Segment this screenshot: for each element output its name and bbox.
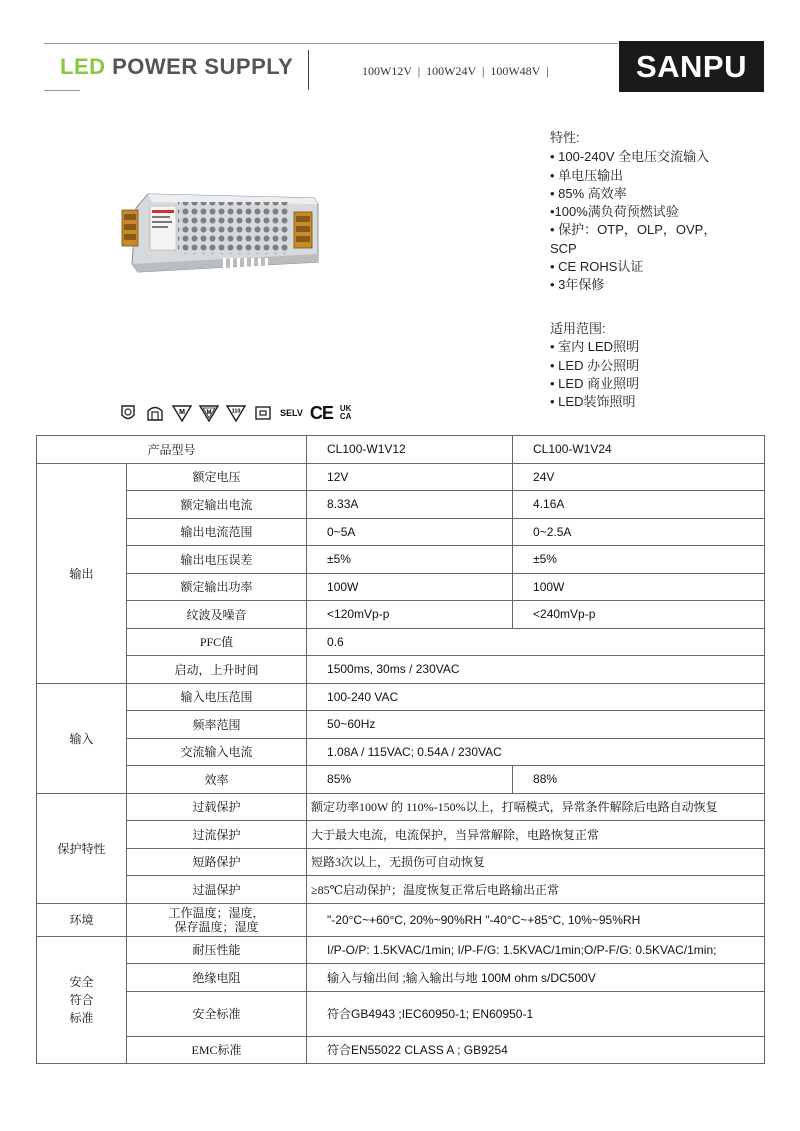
row-label: 过载保护 [127,793,307,821]
mm-mark-icon [199,403,219,423]
table-row [37,821,765,849]
cell-value: 输入与输出间 ;输入输出与地 100M ohm s/DC500V [307,964,765,992]
table-row [37,848,765,876]
temp-110-icon [226,403,246,423]
row-label: 启动，上升时间 [127,656,307,684]
ce-mark: CE [309,402,333,423]
model-b: CL100-W1V24 [513,436,765,464]
row-label: 过流保护 [127,821,307,849]
table-row [37,546,765,574]
cell-value: <120mVp-p [307,601,513,629]
ukca-mark: UK CA [339,404,352,421]
features-list [550,129,750,295]
svg-text:110: 110 [231,408,241,415]
cell-value: <240mVp-p [513,601,765,629]
row-label: 输入电压范围 [127,683,307,711]
cell-value: 0~2.5A [513,518,765,546]
cell-value: 0.6 [307,628,765,656]
indoor-use-icon [145,403,165,423]
cell-value: 1500ms, 30ms / 230VAC [307,656,765,684]
sanpu-logo: SANPU [619,41,764,92]
header-rule-bottom [44,90,80,91]
title-led: LED [60,54,106,79]
cell-value: 100-240 VAC [307,683,765,711]
row-label: 频率范围 [127,711,307,739]
cell-value: 85% [307,766,513,794]
row-label: 短路保护 [127,848,307,876]
category-protection: 保护特性 [37,793,127,903]
row-label: 过温保护 [127,876,307,904]
category-input: 输入 [37,683,127,793]
row-label: PFC值 [127,628,307,656]
table-row [37,518,765,546]
table-row [37,656,765,684]
cell-value: 额定功率100W 的 110%-150%以上，打嗝模式，异常条件解除后电路自动恢复 [307,793,765,821]
cell-value: 8.33A [307,491,513,519]
cell-value: ±5% [307,546,513,574]
product-image [118,180,332,286]
cell-value: 短路3次以上，无损伤可自动恢复 [307,848,765,876]
feature-item: • 单电压输出 [550,167,624,183]
cell-value: 24V [513,463,765,491]
feature-item: •100%满负荷预燃试验 [550,204,679,220]
class-ii-icon [118,403,138,423]
cell-value: 88% [513,766,765,794]
row-label: 绝缘电阻 [127,964,307,992]
header-divider [308,50,309,90]
feature-item: • 85% 高效率 [550,185,627,201]
table-row [37,738,765,766]
table-row [37,876,765,904]
cell-value: 50~60Hz [307,711,765,739]
table-row [37,601,765,629]
m-mark-icon [172,403,192,423]
certification-icons [118,402,351,424]
row-label: 交流输入电流 [127,738,307,766]
row-label: 安全标准 [127,991,307,1036]
feature-item: • 保护：OTP，OLP，OVP， [550,222,717,238]
table-row [37,436,765,464]
cell-value: 1.08A / 115VAC; 0.54A / 230VAC [307,738,765,766]
cell-value: ±5% [513,546,765,574]
table-row [37,793,765,821]
feature-item: • 100-240V 全电压交流输入 [550,149,710,165]
cell-value: I/P-O/P: 1.5KVAC/1min; I/P-F/G: 1.5KVAC/1min;O/P-F/G: 0.5KVAC/1min; [307,936,765,964]
page-title [60,54,293,80]
application-scope [550,320,750,411]
row-label: 额定电压 [127,463,307,491]
row-label: 纹波及噪音 [127,601,307,629]
cell-value: 符合GB4943 ;IEC60950-1; EN60950-1 [307,991,765,1036]
svg-text:M: M [179,409,185,416]
cell-value: 0~5A [307,518,513,546]
row-label: 效率 [127,766,307,794]
row-label: EMC标准 [127,1036,307,1064]
row-label: 耐压性能 [127,936,307,964]
cell-value: 大于最大电流，电流保护，当异常解除，电路恢复正常 [307,821,765,849]
cell-value: 4.16A [513,491,765,519]
title-power-supply: POWER SUPPLY [112,54,294,79]
table-row [37,628,765,656]
cell-value: 100W [307,573,513,601]
selv-mark: SELV [280,408,303,418]
feature-item: • 3年保修 [550,277,605,293]
category-safety: 安全 符合 标准 [37,936,127,1064]
cell-value: 符合EN55022 CLASS A ; GB9254 [307,1036,765,1064]
category-output: 输出 [37,463,127,683]
scope-item: • LED 办公照明 [550,357,640,373]
cell-value: 12V [307,463,513,491]
model-header: 产品型号 [37,436,307,464]
model-list: 100W12V | 100W24V | 100W48V | [362,64,549,78]
cell-value: "-20°C~+60°C, 20%~90%RH "-40°C~+85°C, 10%~95%RH [307,903,765,936]
table-row [37,711,765,739]
scope-item: • LED装饰照明 [550,394,636,410]
row-label: 额定输出电流 [127,491,307,519]
row-label: 输出电压误差 [127,546,307,574]
spec-table [36,435,765,1064]
category-environment: 环境 [37,903,127,936]
table-row [37,683,765,711]
row-label: 输出电流范围 [127,518,307,546]
safety-transformer-icon [253,403,273,423]
svg-text:M: M [206,410,212,416]
scope-item: • 室内 LED照明 [550,339,640,355]
row-label: 额定输出功率 [127,573,307,601]
table-row [37,991,765,1036]
table-row [37,903,765,936]
header-rule-top [44,43,618,44]
table-row [37,491,765,519]
cell-value: 100W [513,573,765,601]
table-row [37,964,765,992]
feature-item: SCP [550,240,577,256]
table-row [37,573,765,601]
feature-item: • CE ROHS认证 [550,259,644,275]
table-row [37,463,765,491]
table-row [37,1036,765,1064]
features-heading: 特性: [550,130,580,145]
cell-value: ≥85℃启动保护；温度恢复正常后电路输出正常 [307,876,765,904]
scope-item: • LED 商业照明 [550,375,640,391]
scope-heading: 适用范围: [550,321,606,336]
table-row [37,766,765,794]
row-label: 工作温度；湿度， 保存温度；湿度 [127,903,307,936]
model-a: CL100-W1V12 [307,436,513,464]
table-row [37,936,765,964]
